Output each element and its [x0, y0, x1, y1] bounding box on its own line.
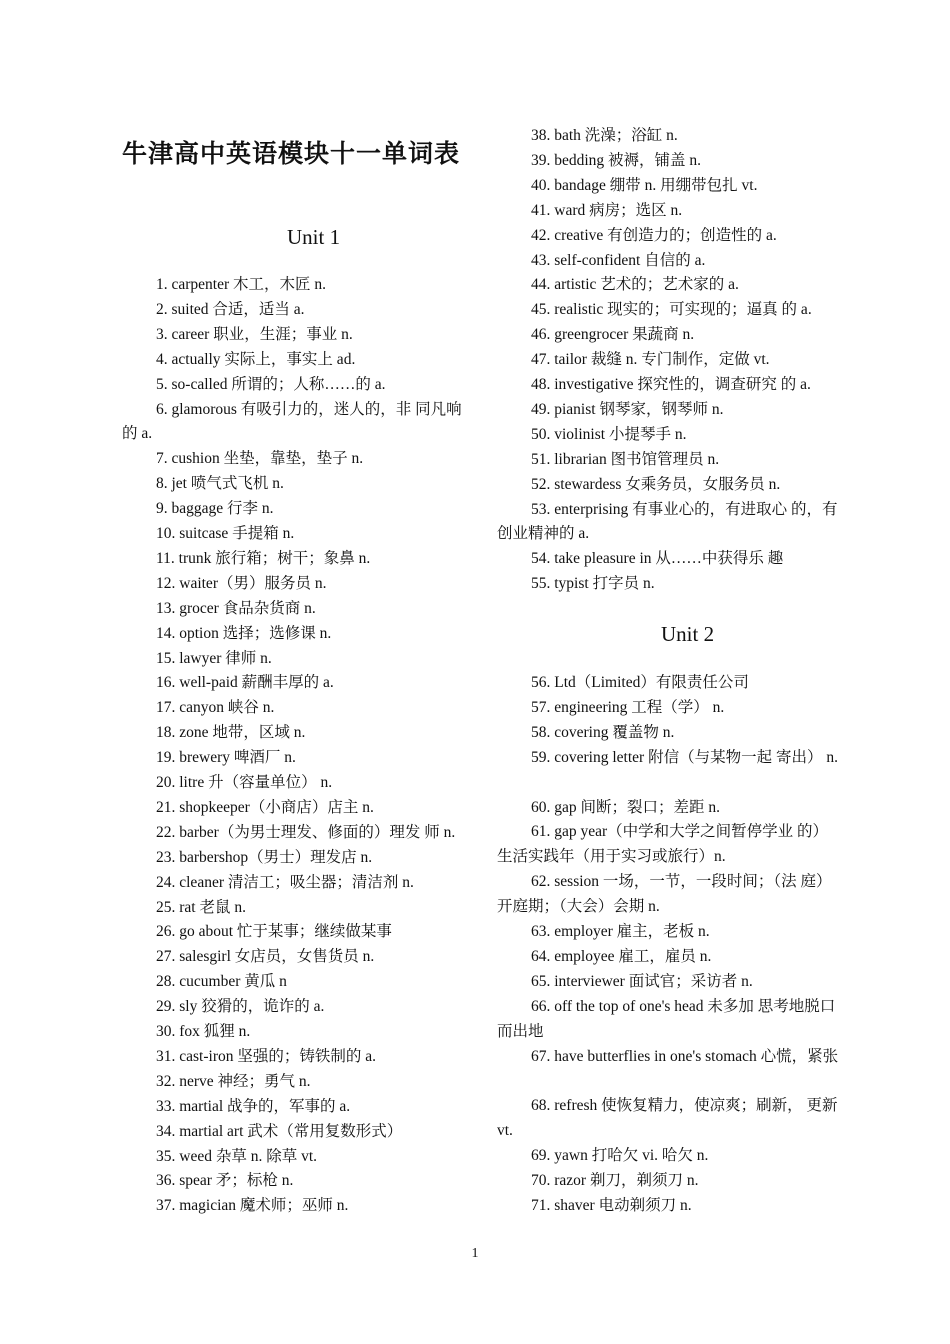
vocab-entry: 54. take pleasure in 从……中获得乐 趣	[531, 550, 784, 568]
vocab-entry: 5. so-called 所谓的；人称……的 a.	[156, 375, 386, 393]
vocab-entry: 19. brewery 啤酒厂 n.	[156, 749, 296, 767]
vocab-entry: 13. grocer 食品杂货商 n.	[156, 599, 316, 617]
vocab-entry: 68. refresh 使恢复精力，使凉爽；刷新， 更新 vt.	[497, 1097, 838, 1140]
vocab-entry: 53. enterprising 有事业心的，有进取心 的，有创业精神的 a.	[497, 500, 838, 543]
vocab-entry: 9. baggage 行李 n.	[156, 500, 274, 518]
vocab-entry: 47. tailor 裁缝 n. 专门制作，定做 vt.	[531, 351, 770, 369]
vocab-entry: 16. well-paid 薪酬丰厚的 a.	[156, 674, 334, 692]
vocab-entry: 21. shopkeeper（小商店）店主 n.	[156, 798, 374, 816]
vocab-entry: 62. session 一场，一节，一段时间；（法 庭）开庭期；（大会）会期 n.	[497, 873, 832, 916]
vocab-entry: 37. magician 魔术师；巫师 n.	[156, 1197, 349, 1215]
vocab-entry: 71. shaver 电动剃须刀 n.	[531, 1196, 692, 1214]
vocab-entry: 46. greengrocer 果蔬商 n.	[531, 326, 695, 344]
vocab-entry: 32. nerve 神经；勇气 n.	[156, 1072, 311, 1090]
unit-1-heading: Unit 1	[287, 225, 341, 249]
vocab-entry: 38. bath 洗澡；浴缸 n.	[531, 127, 678, 144]
vocab-entry: 42. creative 有创造力的；创造性的 a.	[531, 226, 777, 244]
vocab-entry: 45. realistic 现实的；可实现的；逼真 的 a.	[531, 301, 812, 319]
vocab-entry: 67. have butterflies in one's stomach 心慌，紧张	[531, 1047, 839, 1065]
vocab-entry: 36. spear 矛；标枪 n.	[156, 1172, 294, 1190]
vocab-entry: 34. martial art 武术（常用复数形式）	[156, 1122, 403, 1140]
vocab-entry: 52. stewardess 女乘务员，女服务员 n.	[531, 475, 781, 493]
vocab-entry: 15. lawyer 律师 n.	[156, 649, 272, 667]
vocab-entry: 70. razor 剃刀，剃须刀 n.	[531, 1172, 699, 1189]
vocab-entry: 31. cast-iron 坚强的；铸铁制的 a.	[156, 1047, 376, 1065]
page-title: 牛津高中英语模块十一单词表	[122, 139, 461, 168]
vocab-entry: 29. sly 狡猾的，诡诈的 a.	[156, 998, 325, 1016]
vocab-entry: 1. carpenter 木工，木匠 n.	[156, 276, 327, 293]
vocab-entry: 43. self-confident 自信的 a.	[531, 251, 706, 269]
vocab-entry: 44. artistic 艺术的；艺术家的 a.	[531, 276, 739, 294]
vocab-entry: 59. covering letter 附信（与某物一起 寄出） n.	[531, 748, 838, 766]
vocab-entry: 69. yawn 打哈欠 vi. 哈欠 n.	[531, 1147, 709, 1165]
vocab-entry: 33. martial 战争的，军事的 a.	[156, 1097, 351, 1115]
vocab-entry: 57. engineering 工程（学） n.	[531, 698, 725, 716]
vocab-entry: 66. off the top of one's head 未多加 思考地脱口而出地	[497, 997, 836, 1040]
vocab-entry: 30. fox 狐狸 n.	[156, 1023, 251, 1040]
vocab-entry: 60. gap 间断；裂口；差距 n.	[531, 798, 721, 816]
vocab-entry: 51. librarian 图书馆管理员 n.	[531, 450, 720, 468]
vocab-entry: 61. gap year（中学和大学之间暂停学业 的）生活实践年（用于实习或旅行）n.	[497, 823, 829, 866]
vocab-entry: 50. violinist 小提琴手 n.	[531, 425, 687, 443]
vocab-entry: 28. cucumber 黄瓜 n	[156, 973, 287, 991]
vocab-entry: 4. actually 实际上，事实上 ad.	[156, 350, 356, 368]
vocab-entry: 25. rat 老鼠 n.	[156, 898, 246, 916]
unit-2-heading: Unit 2	[661, 622, 715, 646]
vocab-entry: 18. zone 地带，区域 n.	[156, 724, 306, 742]
vocab-entry: 63. employer 雇主，老板 n.	[531, 923, 710, 940]
vocab-entry: 35. weed 杂草 n. 除草 vt.	[156, 1147, 318, 1165]
vocab-entry: 14. option 选择；选修课 n.	[156, 624, 332, 642]
vocab-entry: 23. barbershop（男士）理发店 n.	[156, 848, 373, 866]
vocab-entry: 49. pianist 钢琴家，钢琴师 n.	[531, 400, 724, 418]
vocab-entry: 39. bedding 被褥，铺盖 n.	[531, 151, 702, 169]
vocab-entry: 3. career 职业，生涯；事业 n.	[156, 325, 353, 343]
vocab-entry: 65. interviewer 面试官；采访者 n.	[531, 972, 753, 990]
vocab-entry: 8. jet 喷气式飞机 n.	[156, 475, 284, 493]
vocab-entry: 55. typist 打字员 n.	[531, 575, 655, 593]
vocab-entry: 2. suited 合适，适当 a.	[156, 300, 305, 318]
vocab-entry: 22. barber（为男士理发、修面的）理发 师 n.	[156, 823, 456, 841]
vocab-entry: 11. trunk 旅行箱；树干；象鼻 n.	[156, 549, 371, 567]
vocab-entry: 56. Ltd（Limited）有限责任公司	[531, 674, 749, 691]
vocab-entry: 7. cushion 坐垫，靠垫，垫子 n.	[156, 450, 364, 468]
vocab-entry: 48. investigative 探究性的，调查研究 的 a.	[531, 376, 811, 393]
vocab-entry: 17. canyon 峡谷 n.	[156, 699, 275, 717]
vocab-entry: 27. salesgirl 女店员，女售货员 n.	[156, 948, 375, 966]
vocab-entry: 24. cleaner 清洁工；吸尘器；清洁剂 n.	[156, 873, 414, 891]
vocab-entry: 6. glamorous 有吸引力的，迷人的，非 同凡响的 a.	[122, 400, 462, 443]
vocab-entry: 58. covering 覆盖物 n.	[531, 723, 675, 741]
vocab-entry: 20. litre 升（容量单位） n.	[156, 774, 333, 791]
vocab-entry: 40. bandage 绷带 n. 用绷带包扎 vt.	[531, 176, 758, 194]
vocab-entry: 26. go about 忙于某事；继续做某事	[156, 923, 392, 941]
vocab-entry: 41. ward 病房；选区 n.	[531, 201, 683, 219]
vocab-entry: 64. employee 雇工，雇员 n.	[531, 947, 712, 965]
vocab-entry: 12. waiter（男）服务员 n.	[156, 574, 327, 592]
page-number: 1	[471, 1246, 479, 1261]
vocab-entry: 10. suitcase 手提箱 n.	[156, 525, 295, 542]
